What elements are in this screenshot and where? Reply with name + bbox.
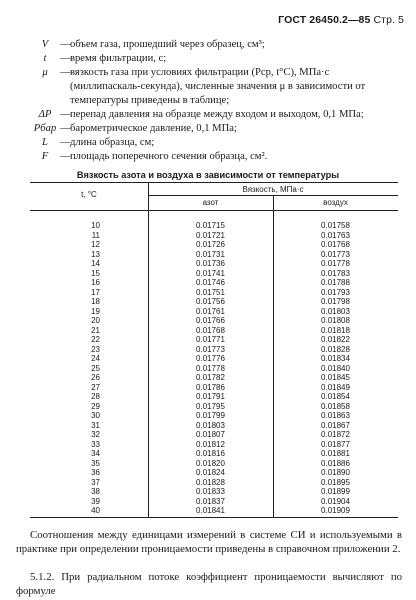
viscosity-table — [30, 182, 398, 518]
col-header-air: воздух — [323, 198, 348, 207]
definition-symbol: V — [41, 39, 49, 50]
cell-nitrogen: 0.01731 — [196, 249, 225, 259]
table-row — [30, 240, 398, 250]
table-row — [30, 440, 398, 450]
symbol-definitions — [30, 38, 402, 164]
cell-temperature: 27 — [91, 382, 100, 392]
table-header-rule — [148, 195, 398, 196]
table-row — [30, 288, 398, 298]
cell-nitrogen: 0.01786 — [196, 382, 225, 392]
cell-air: 0.01808 — [321, 316, 350, 325]
cell-air: 0.01818 — [321, 325, 350, 335]
cell-air: 0.01788 — [321, 278, 350, 287]
definition-text: площадь поперечного сечения образца, см². — [70, 151, 268, 162]
definition-item — [30, 122, 402, 136]
definition-symbol: F — [41, 151, 49, 162]
definition-text: перепад давления на образце между входом и выходом, 0,1 МПа; — [70, 109, 364, 120]
cell-air: 0.01863 — [321, 411, 350, 420]
table-header-rule — [30, 210, 398, 211]
col-header-viscosity: Вязкость, МПа·с — [242, 185, 304, 194]
cell-air: 0.01834 — [321, 354, 350, 363]
table-body — [30, 221, 398, 516]
cell-temperature: 25 — [91, 363, 100, 373]
table-row — [30, 411, 398, 421]
cell-air: 0.01858 — [321, 401, 350, 411]
definition-symbol: t — [43, 53, 47, 64]
cell-temperature: 21 — [91, 325, 100, 335]
cell-nitrogen: 0.01841 — [196, 506, 225, 515]
cell-nitrogen: 0.01751 — [196, 287, 225, 297]
table-row — [30, 421, 398, 431]
definition-text: время фильтрации, с; — [70, 53, 167, 64]
table-row — [30, 250, 398, 260]
col-header-temperature: t, °С — [81, 190, 97, 199]
cell-temperature: 37 — [91, 477, 100, 487]
cell-temperature: 39 — [91, 496, 100, 506]
cell-nitrogen: 0.01791 — [196, 392, 225, 401]
cell-temperature: 23 — [91, 344, 100, 354]
definition-symbol: ΔP — [38, 109, 52, 120]
cell-nitrogen: 0.01715 — [196, 221, 225, 230]
page-header — [278, 14, 404, 26]
definition-text: вязкость газа при условиях фильтрации (Pср, t°С), МПа·с (миллипаскаль-секунда), численные значения μ в зависимости от температуры приведены в таблице; — [70, 67, 366, 106]
cell-temperature: 35 — [91, 458, 100, 468]
cell-air: 0.01909 — [321, 506, 350, 515]
definition-dash: — — [60, 151, 71, 162]
definition-dash: — — [60, 67, 71, 78]
cell-temperature: 28 — [91, 392, 100, 401]
cell-nitrogen: 0.01795 — [196, 401, 225, 411]
table-row — [30, 449, 398, 459]
cell-nitrogen: 0.01771 — [196, 335, 225, 344]
cell-nitrogen: 0.01837 — [196, 496, 225, 506]
cell-air: 0.01881 — [321, 449, 350, 458]
cell-nitrogen: 0.01773 — [196, 344, 225, 354]
cell-nitrogen: 0.01766 — [196, 316, 225, 325]
cell-temperature: 16 — [91, 278, 100, 287]
table-row — [30, 345, 398, 355]
table-row — [30, 326, 398, 336]
definition-item — [30, 66, 402, 108]
definition-symbol: Pбар — [33, 123, 57, 134]
table-title: Вязкость азота и воздуха в зависимости от температуры — [76, 170, 340, 180]
standard-number: ГОСТ 26450.2—85 — [278, 14, 371, 26]
cell-nitrogen: 0.01803 — [196, 420, 225, 430]
cell-air: 0.01872 — [321, 430, 350, 439]
page-number: Стр. 5 — [373, 14, 404, 26]
cell-air: 0.01773 — [321, 249, 350, 259]
definition-item — [30, 150, 402, 164]
cell-nitrogen: 0.01746 — [196, 278, 225, 287]
table-row — [30, 402, 398, 412]
cell-temperature: 22 — [91, 335, 100, 344]
table-row — [30, 468, 398, 478]
definition-dash: — — [60, 137, 71, 148]
table-row — [30, 459, 398, 469]
cell-temperature: 34 — [91, 449, 100, 458]
cell-air: 0.01798 — [321, 297, 350, 306]
cell-nitrogen: 0.01824 — [196, 468, 225, 477]
cell-nitrogen: 0.01816 — [196, 449, 225, 458]
cell-nitrogen: 0.01828 — [196, 477, 225, 487]
cell-temperature: 11 — [91, 230, 100, 240]
cell-nitrogen: 0.01756 — [196, 297, 225, 306]
table-row — [30, 430, 398, 440]
definition-item — [30, 136, 402, 150]
cell-air: 0.01877 — [321, 439, 350, 449]
paragraph-radial-flow: 5.1.2. При радиальном потоке коэффициент проницаемости вычисляют по формуле — [16, 571, 402, 597]
cell-air: 0.01783 — [321, 268, 350, 278]
cell-air: 0.01778 — [321, 259, 350, 268]
cell-nitrogen: 0.01799 — [196, 411, 225, 420]
cell-air: 0.01803 — [321, 306, 350, 316]
cell-nitrogen: 0.01833 — [196, 487, 225, 496]
definition-item — [30, 52, 402, 66]
cell-nitrogen: 0.01721 — [196, 230, 225, 240]
table-row — [30, 221, 398, 231]
cell-temperature: 33 — [91, 439, 100, 449]
definition-dash: — — [60, 39, 71, 50]
cell-air: 0.01758 — [321, 221, 350, 230]
cell-air: 0.01822 — [321, 335, 350, 344]
cell-nitrogen: 0.01776 — [196, 354, 225, 363]
definition-text: объем газа, прошедший через образец, см³; — [70, 39, 265, 50]
table-row — [30, 335, 398, 345]
cell-temperature: 38 — [91, 487, 100, 496]
cell-air: 0.01763 — [321, 230, 350, 240]
cell-air: 0.01895 — [321, 477, 350, 487]
cell-nitrogen: 0.01726 — [196, 240, 225, 249]
definition-item — [30, 108, 402, 122]
cell-temperature: 14 — [91, 259, 100, 268]
cell-temperature: 17 — [91, 287, 100, 297]
table-row — [30, 307, 398, 317]
cell-temperature: 32 — [91, 430, 100, 439]
paragraph-units: Соотношения между единицами измерений в системе СИ и используемыми в практике при определении проницаемости приведены в справочном приложении 2. — [16, 529, 402, 555]
table-row — [30, 383, 398, 393]
definition-dash: — — [60, 53, 71, 64]
cell-nitrogen: 0.01736 — [196, 259, 225, 268]
table-row — [30, 478, 398, 488]
cell-nitrogen: 0.01768 — [196, 325, 225, 335]
cell-temperature: 31 — [91, 420, 100, 430]
cell-temperature: 15 — [91, 268, 100, 278]
definition-dash: — — [60, 123, 71, 134]
cell-temperature: 30 — [91, 411, 100, 420]
table-row — [30, 269, 398, 279]
definition-text: длина образца, см; — [70, 137, 155, 148]
cell-temperature: 12 — [91, 240, 100, 249]
definition-symbol: μ — [42, 67, 48, 78]
definition-dash: — — [60, 109, 71, 120]
table-row — [30, 231, 398, 241]
cell-temperature: 18 — [91, 297, 100, 306]
table-row — [30, 297, 398, 307]
table-row — [30, 259, 398, 269]
cell-temperature: 13 — [91, 249, 100, 259]
definition-item — [30, 38, 402, 52]
cell-air: 0.01890 — [321, 468, 350, 477]
cell-air: 0.01768 — [321, 240, 350, 249]
definition-text: барометрическое давление, 0,1 МПа; — [70, 123, 237, 134]
cell-temperature: 20 — [91, 316, 100, 325]
cell-air: 0.01867 — [321, 420, 350, 430]
table-row — [30, 487, 398, 497]
cell-air: 0.01793 — [321, 287, 350, 297]
table-row — [30, 278, 398, 288]
cell-temperature: 36 — [91, 468, 100, 477]
cell-air: 0.01886 — [321, 458, 350, 468]
cell-temperature: 24 — [91, 354, 100, 363]
cell-air: 0.01904 — [321, 496, 350, 506]
cell-nitrogen: 0.01761 — [196, 306, 225, 316]
cell-temperature: 10 — [91, 221, 100, 230]
table-row — [30, 354, 398, 364]
table-row — [30, 364, 398, 374]
table-row — [30, 497, 398, 507]
cell-air: 0.01854 — [321, 392, 350, 401]
table-row — [30, 506, 398, 516]
cell-nitrogen: 0.01807 — [196, 430, 225, 439]
cell-nitrogen: 0.01778 — [196, 363, 225, 373]
cell-air: 0.01899 — [321, 487, 350, 496]
cell-temperature: 40 — [91, 506, 100, 515]
cell-air: 0.01840 — [321, 363, 350, 373]
table-row — [30, 392, 398, 402]
cell-temperature: 29 — [91, 401, 100, 411]
col-header-nitrogen: азот — [202, 198, 219, 207]
cell-air: 0.01849 — [321, 382, 350, 392]
cell-nitrogen: 0.01820 — [196, 458, 225, 468]
definition-symbol: L — [42, 137, 48, 148]
table-row — [30, 316, 398, 326]
cell-nitrogen: 0.01741 — [196, 268, 225, 278]
cell-air: 0.01845 — [321, 373, 350, 382]
cell-temperature: 26 — [91, 373, 100, 382]
cell-nitrogen: 0.01812 — [196, 439, 225, 449]
cell-air: 0.01828 — [321, 344, 350, 354]
cell-nitrogen: 0.01782 — [196, 373, 225, 382]
cell-temperature: 19 — [91, 306, 100, 316]
table-row — [30, 373, 398, 383]
